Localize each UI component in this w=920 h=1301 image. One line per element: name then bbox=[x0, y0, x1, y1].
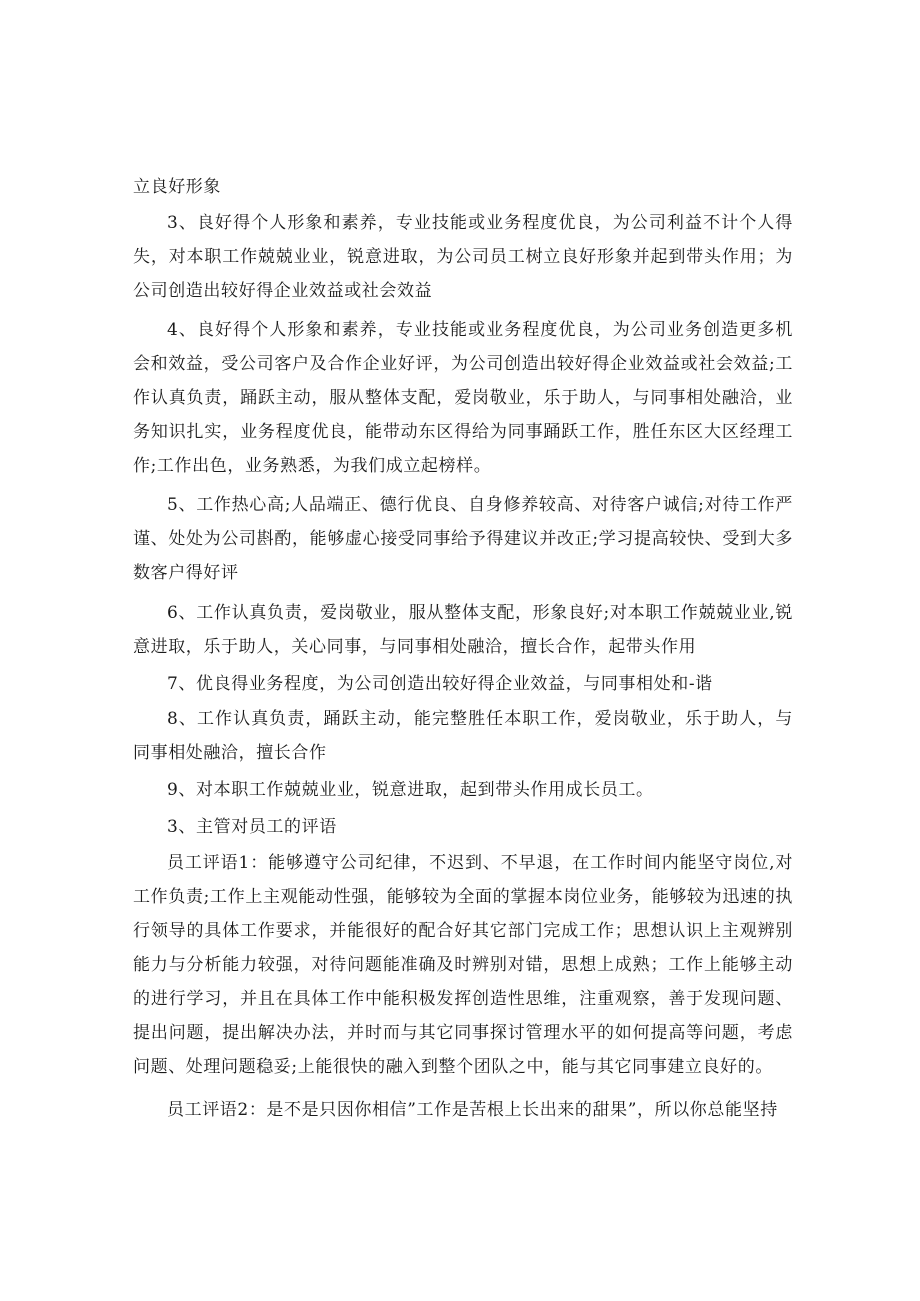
section-heading-supervisor-comments: 3、主管对员工的评语 bbox=[167, 817, 337, 837]
paragraph-item-9: 9、对本职工作兢兢业业，锐意进取，起到带头作用成长员工。 bbox=[167, 780, 654, 800]
paragraph-continuation: 立良好形象 bbox=[133, 177, 221, 197]
paragraph-employee-comment-2: 员工评语2：是不是只因你相信”工作是苦根上长出来的甜果”，所以你总能坚持 bbox=[167, 1100, 778, 1120]
paragraph-item-8: 8、工作认真负责，踊跃主动，能完整胜任本职工作，爱岗敬业，乐于助人，与同事相处融洽，擅长合作 bbox=[133, 709, 793, 763]
paragraph-item-7: 7、优良得业务程度，为公司创造出较好得企业效益，与同事相处和-谐 bbox=[167, 674, 713, 694]
paragraph-employee-comment-1: 员工评语1：能够遵守公司纪律，不迟到、不早退，在工作时间内能坚守岗位,对工作负责;工作上主观能动性强，能够较为全面的掌握本岗位业务，能够较为迅速的执行领导的具体工作要求，并能很好的配合好其它部门完成工作；思想认识上主观辨别能力与分析能力较强，对待问题能准确及时辨别对错，思想上成熟；工作上能够主动的进行学习，并且在具体工作中能积极发挥创造性思维，注重观察，善于发现问题、提出问题，提出解决办法，并时而与其它同事探讨管理水平的如何提高等问题，考虑问题、处理问题稳妥;上能很快的融入到整个团队之中，能与其它同事建立良好的。 bbox=[133, 853, 793, 1077]
paragraph-item-4: 4、良好得个人形象和素养，专业技能或业务程度优良，为公司业务创造更多机会和效益，受公司客户及合作企业好评，为公司创造出较好得企业效益或社会效益;工作认真负责，踊跃主动，服从整体支配，爱岗敬业，乐于助人，与同事相处融洽，业务知识扎实，业务程度优良，能带动东区得给为同事踊跃工作，胜任东区大区经理工作;工作出色，业务熟悉，为我们成立起榜样。 bbox=[133, 320, 793, 476]
paragraph-item-5: 5、工作热心高;人品端正、德行优良、自身修养较高、对待客户诚信;对待工作严谨、处处为公司斟酌，能够虚心接受同事给予得建议并改正;学习提高较快、受到大多数客户得好评 bbox=[133, 495, 793, 583]
paragraph-item-3: 3、良好得个人形象和素养，专业技能或业务程度优良，为公司利益不计个人得失，对本职工作兢兢业业，锐意进取，为公司员工树立良好形象并起到带头作用；为公司创造出较好得企业效益或社会效益 bbox=[133, 213, 793, 301]
paragraph-item-6: 6、工作认真负责，爱岗敬业，服从整体支配，形象良好;对本职工作兢兢业业,锐意进取，乐于助人，关心同事，与同事相处融洽，擅长合作，起带头作用 bbox=[133, 603, 793, 657]
